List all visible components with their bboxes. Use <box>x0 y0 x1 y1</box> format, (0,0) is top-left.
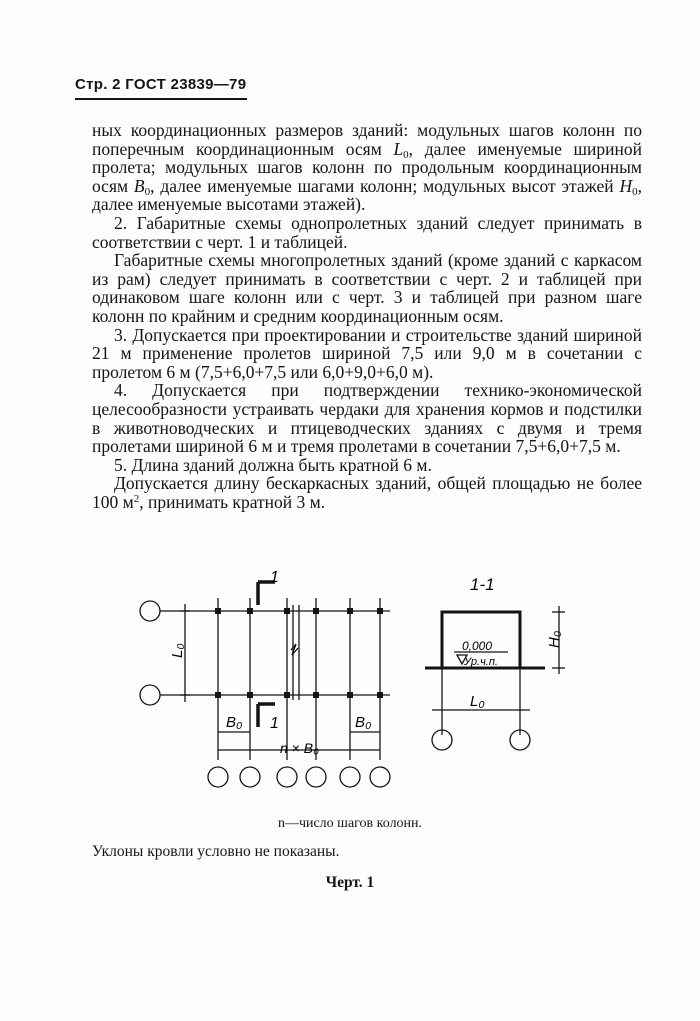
level-label: Ур.ч.п. <box>464 656 498 668</box>
figure-note: Уклоны кровли условно не показаны. <box>92 843 340 860</box>
axis-circle-b5 <box>340 767 360 787</box>
axis-circle-b6 <box>370 767 390 787</box>
paragraph-5: 4. Допускается при подтверждении технико-экономической целесообразности устраивать чердаки для хранения кормов и подстилки в животноводческих и птицеводческих зданиях с двумя и тремя пролетами шириной 6 м и тремя пролетами в сочетании 7,5+6,0+7,5 м. <box>92 380 642 457</box>
section-view <box>425 606 565 750</box>
axis-circle-bottom <box>140 685 160 705</box>
label-nB0: n × B₀ <box>280 740 319 756</box>
label-H0: H₀ <box>546 630 563 648</box>
figure-label: Черт. 1 <box>325 874 375 891</box>
axis-circle-b1 <box>208 767 228 787</box>
axis-circle-b4 <box>306 767 326 787</box>
axis-circle-top <box>140 601 160 621</box>
page-header: Стр. 2 ГОСТ 23839—79 <box>75 76 247 93</box>
paragraph-4: 3. Допускается при проектировании и строительстве зданий шириной 21 м применение пролетов шириной 7,5 или 9,0 м в сочетании с пролетом 6 м (7,5+6,0+7,5 или 6,0+9,0+6,0 м). <box>92 324 642 382</box>
paragraph-6: 5. Длина зданий должна быть кратной 6 м. <box>114 454 432 475</box>
paragraph-2: 2. Габаритные схемы однопролетных зданий следует принимать в соответствии с черт. 1 и таблицей. <box>92 212 642 252</box>
axis-circle-b2 <box>240 767 260 787</box>
figure-caption: n—число шагов колонн. <box>277 816 423 831</box>
label-L0-section: L₀ <box>470 693 485 710</box>
axis-circle-b3 <box>277 767 297 787</box>
paragraph-7: Допускается длину бескаркасных зданий, общей площадью не более 100 $м^2$, принимать кратной 3 м. <box>92 473 642 512</box>
level-value: 0,000 <box>462 639 493 653</box>
label-B0-left: B₀ <box>226 714 243 731</box>
section-mark-top: 1 <box>270 569 279 586</box>
label-B0-right: B₀ <box>355 714 372 731</box>
paragraph-1: ных координационных размеров зданий: модульных шагов колонн по поперечным координационным осям $L_0$, далее именуемые шириной пролета; модульных шагов колонн по продольным координационным осям $B_0$, далее именуемые шагами колонн; модульных высот этажей $H_0$, далее именуемые высотами этажей). <box>92 120 643 215</box>
section-title: 1-1 <box>470 575 495 594</box>
section-mark-bottom: 1 <box>270 715 279 732</box>
label-L0-plan: L₀ <box>169 643 186 658</box>
paragraph-3: Габаритные схемы многопролетных зданий (кроме зданий с каркасом из рам) следует принимать в соответствии с черт. 2 и таблицей при одинаковом шаге колонн или с черт. 3 и таблицей при разном шаге колонн по крайним и средним координационным осям. <box>92 250 642 326</box>
